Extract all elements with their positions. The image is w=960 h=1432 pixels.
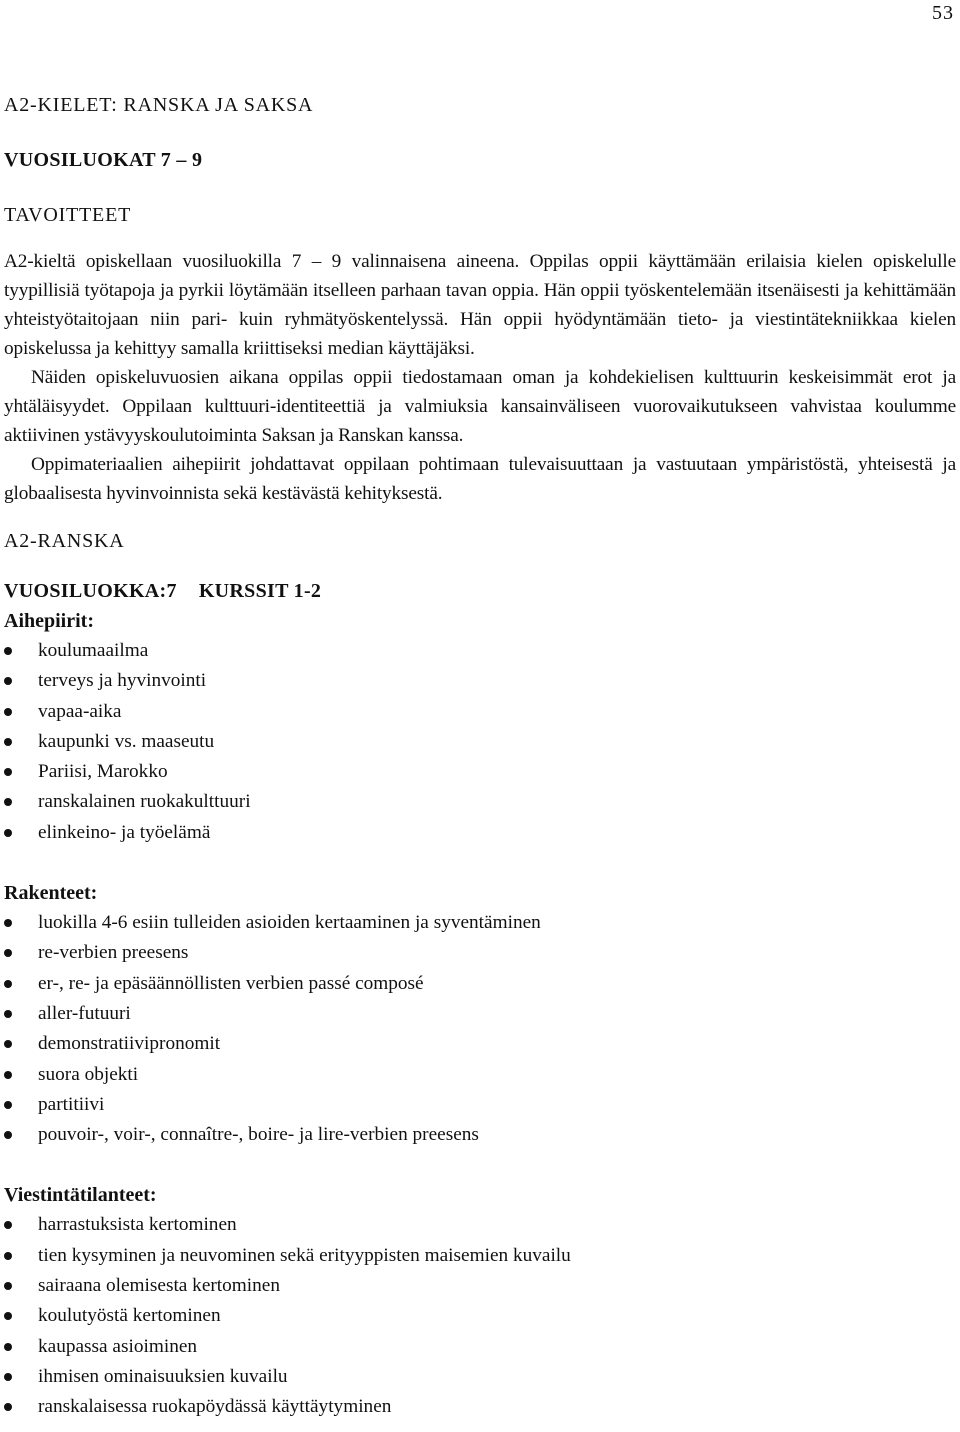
list-item: pouvoir-, voir-, connaître-, boire- ja lire-verbien preesens	[4, 1120, 956, 1150]
bullet-icon	[4, 949, 12, 957]
page-number: 53	[932, 2, 954, 24]
list-item: re-verbien preesens	[4, 938, 956, 968]
bullet-icon	[4, 1282, 12, 1290]
bullet-icon	[4, 738, 12, 746]
bullet-icon	[4, 708, 12, 716]
bullet-icon	[4, 1373, 12, 1381]
bullet-icon	[4, 1010, 12, 1018]
list-item: ranskalainen ruokakulttuuri	[4, 787, 956, 817]
bullet-icon	[4, 677, 12, 685]
list-item: vapaa-aika	[4, 697, 956, 727]
subsection-heading: A2-RANSKA	[4, 530, 125, 552]
list-item: Pariisi, Marokko	[4, 757, 956, 787]
grades-heading: VUOSILUOKAT 7 – 9	[4, 149, 203, 171]
bullet-icon	[4, 768, 12, 776]
list-item: kaupassa asioiminen	[4, 1332, 956, 1362]
list-item: suora objekti	[4, 1060, 956, 1090]
bullet-icon	[4, 1131, 12, 1139]
list-item: sairaana olemisesta kertominen	[4, 1271, 956, 1301]
list-item: tien kysyminen ja neuvominen sekä erityyppisten maisemien kuvailu	[4, 1241, 956, 1271]
topics-title: Aihepiirit:	[4, 610, 94, 632]
grade-label: VUOSILUOKKA:7	[4, 580, 177, 602]
page-content	[4, 94, 956, 1423]
list-item: er-, re- ja epäsäännöllisten verbien passé composé	[4, 969, 956, 999]
bullet-icon	[4, 1403, 12, 1411]
list-item: terveys ja hyvinvointi	[4, 666, 956, 696]
communication-title: Viestintätilanteet:	[4, 1184, 157, 1207]
list-item: ihmisen ominaisuuksien kuvailu	[4, 1362, 956, 1392]
bullet-icon	[4, 1312, 12, 1320]
bullet-icon	[4, 1252, 12, 1260]
list-item: koulutyöstä kertominen	[4, 1301, 956, 1331]
list-item: koulumaailma	[4, 636, 956, 666]
bullet-icon	[4, 1221, 12, 1229]
spacer	[4, 1150, 956, 1180]
bullet-icon	[4, 980, 12, 988]
bullet-icon	[4, 798, 12, 806]
goals-heading: TAVOITTEET	[4, 204, 132, 226]
list-item: partitiivi	[4, 1090, 956, 1120]
communication-list	[4, 1210, 956, 1422]
paragraph: Näiden opiskeluvuosien aikana oppilas oppii tiedostamaan oman ja kohdekielisen kulttuurin keskeisimmät erot ja yhtäläisyydet. Oppilaan kulttuuri-identiteettiä ja valmiuksia kansainväliseen vuorovaikutukseen vahvistaa koulumme aktiivinen ystävyyskoulutoiminta Saksan ja Ranskan kanssa.	[4, 367, 956, 446]
list-item: aller-futuuri	[4, 999, 956, 1029]
list-item: ranskalaisessa ruokapöydässä käyttäytyminen	[4, 1392, 956, 1422]
list-item: kaupunki vs. maaseutu	[4, 727, 956, 757]
list-item: harrastuksista kertominen	[4, 1210, 956, 1240]
bullet-icon	[4, 829, 12, 837]
list-item: demonstratiivipronomit	[4, 1029, 956, 1059]
bullet-icon	[4, 1071, 12, 1079]
bullet-icon	[4, 647, 12, 655]
list-item: elinkeino- ja työelämä	[4, 818, 956, 848]
courses-label: KURSSIT 1-2	[198, 580, 322, 602]
list-item: luokilla 4-6 esiin tulleiden asioiden kertaaminen ja syventäminen	[4, 908, 956, 938]
bullet-icon	[4, 1101, 12, 1109]
spacer	[4, 848, 956, 878]
paragraph: A2-kieltä opiskellaan vuosiluokilla 7 – 9 valinnaisena aineena. Oppilas oppii käyttämään erilaisia kielen opiskelulle tyypillisiä työtapoja ja pyrkii löytämään itselleen parhaan tavan oppia. Hän oppii työskentelemään itsenäisesti ja kehittämään yhteistyötaitojaan niin pari- kuin ryhmätyöskentelyssä. Hän oppii hyödyntämään tieto- ja viestintätekniikkaa kielen opiskelussa ja kehittyy samalla kriittiseksi median käyttäjäksi.	[4, 251, 956, 359]
goals-text	[4, 247, 956, 508]
topics-list	[4, 636, 956, 848]
bullet-icon	[4, 1040, 12, 1048]
paragraph: Oppimateriaalien aihepiirit johdattavat oppilaan pohtimaan tulevaisuuttaan ja vastuutaan ympäristöstä, yhteisestä ja globaalisesta hyvinvoinnista sekä kestävästä kehityksestä.	[4, 454, 956, 504]
grade-course-line	[4, 580, 956, 606]
bullet-icon	[4, 919, 12, 927]
section-heading: A2-KIELET: RANSKA JA SAKSA	[4, 94, 314, 116]
bullet-icon	[4, 1343, 12, 1351]
structures-title: Rakenteet:	[4, 882, 98, 905]
structures-list	[4, 908, 956, 1150]
